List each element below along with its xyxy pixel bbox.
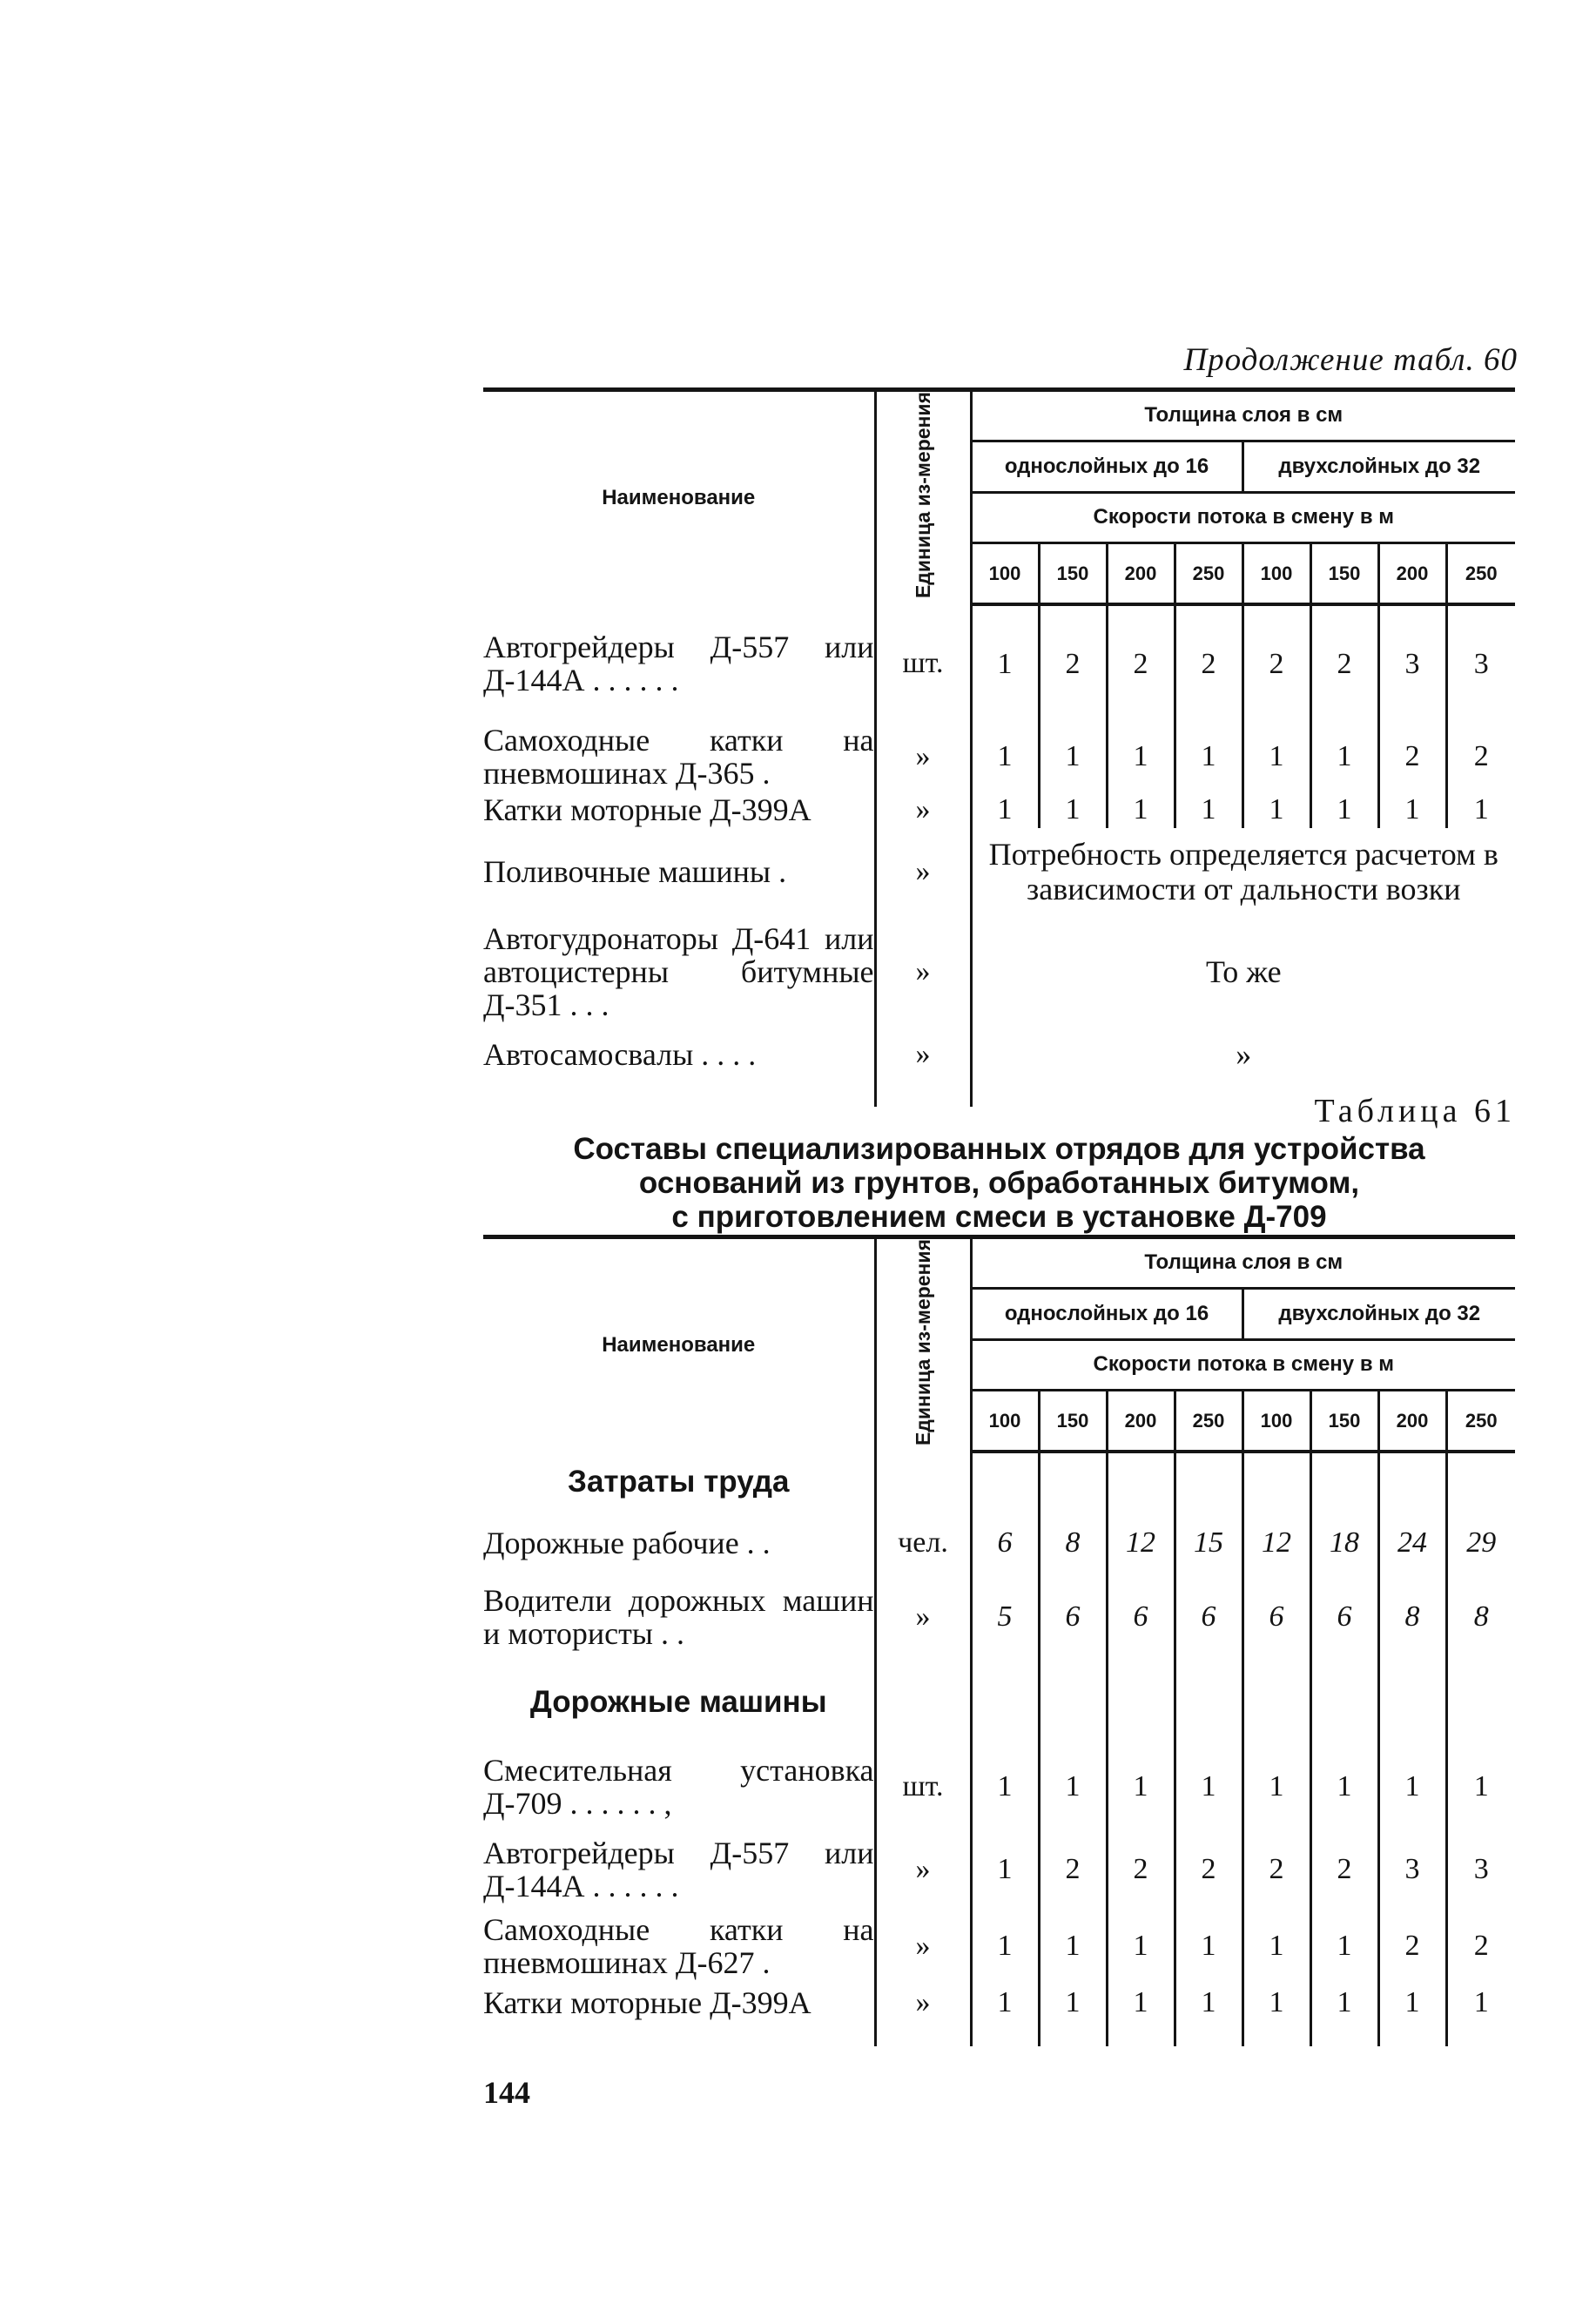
row-value <box>971 1661 1039 1743</box>
header-group-double: двухслойных до 32 <box>1242 441 1515 492</box>
row-value <box>1310 2022 1378 2046</box>
header-speed: 250 <box>1175 543 1242 604</box>
row-value: 1 <box>1107 1909 1175 1983</box>
table-row <box>483 604 1515 722</box>
row-name: Дорожные рабочие . . <box>483 1526 771 1561</box>
header-speed: 200 <box>1107 1391 1175 1452</box>
row-name: Смесительная установка Д-709 . . . . . . , <box>483 1753 874 1822</box>
row-value <box>1446 1452 1515 1513</box>
section-title: Дорожные машины <box>529 1684 827 1719</box>
row-value <box>1446 2022 1515 2046</box>
table-row <box>483 1513 1515 1573</box>
row-value: 8 <box>1378 1573 1446 1661</box>
row-value <box>1175 1661 1242 1743</box>
row-unit: » <box>875 1573 971 1661</box>
row-unit: » <box>875 792 971 828</box>
table61-title <box>483 1132 1515 1234</box>
row-value: 3 <box>1446 604 1515 722</box>
row-value <box>1175 2022 1242 2046</box>
table-row <box>483 1028 1515 1081</box>
header-name: Наименование <box>483 390 875 605</box>
table60-caption: Продолжение табл. 60 <box>1183 342 1518 378</box>
table61-title-line: Составы специализированных отрядов для устройства <box>573 1132 1425 1166</box>
header-speed: 250 <box>1175 1391 1242 1452</box>
row-value: 1 <box>1175 1743 1242 1830</box>
row-value: 1 <box>1107 792 1175 828</box>
row-value: 3 <box>1378 1830 1446 1909</box>
section-row <box>483 1452 1515 1513</box>
row-value: 1 <box>1446 1743 1515 1830</box>
row-unit <box>875 1081 971 1107</box>
row-value: 1 <box>1107 722 1175 792</box>
row-value: 3 <box>1378 604 1446 722</box>
row-value <box>1378 1661 1446 1743</box>
header-speed: 150 <box>1310 1391 1378 1452</box>
row-name: Катки моторные Д-399А <box>483 1984 811 2020</box>
row-value <box>1107 1661 1175 1743</box>
header-unit: Единица из-мерения <box>875 1237 971 1452</box>
row-value: 2 <box>1242 604 1310 722</box>
row-value: 1 <box>997 1770 1013 1803</box>
row-value: 1 <box>1242 1983 1310 2022</box>
row-unit <box>875 1452 971 1513</box>
row-value: 6 <box>1242 1573 1310 1661</box>
table-row <box>483 792 1515 828</box>
row-value: 2 <box>1446 722 1515 792</box>
row-unit <box>875 2022 971 2046</box>
header-speed: 150 <box>1310 543 1378 604</box>
row-value: 2 <box>1310 604 1378 722</box>
row-value: 1 <box>1310 792 1378 828</box>
row-value: 1 <box>1039 1983 1107 2022</box>
row-value: 2 <box>1175 1830 1242 1909</box>
row-value: 2 <box>1039 604 1107 722</box>
table-row-spacer <box>483 2022 1515 2046</box>
row-value: 1 <box>1107 1983 1175 2022</box>
row-value: 5 <box>997 1600 1013 1634</box>
row-value <box>1175 1452 1242 1513</box>
row-value: 2 <box>1378 1909 1446 1983</box>
header-thickness: Толщина слоя в см <box>971 1237 1515 1289</box>
table61-label: Таблица 61 <box>1314 1093 1516 1129</box>
row-name: Автосамосвалы . . . . <box>483 1037 757 1073</box>
row-value: 1 <box>997 647 1013 680</box>
row-name: Самоходные катки на пневмошинах Д-365 . <box>483 723 874 792</box>
header-name: Наименование <box>483 1237 875 1452</box>
header-speeds-title: Скорости потока в смену в м <box>971 492 1515 543</box>
row-value: 1 <box>1310 1983 1378 2022</box>
header-speed: 150 <box>1039 1391 1107 1452</box>
table-row <box>483 828 1515 915</box>
row-value: 2 <box>1039 1830 1107 1909</box>
section-title: Затраты труда <box>568 1465 790 1499</box>
header-speeds-title: Скорости потока в смену в м <box>971 1339 1515 1391</box>
table-60 <box>483 387 1515 1107</box>
row-name: Катки моторные Д-399А <box>483 792 811 828</box>
table61-title-line: с приготовлением смеси в установке Д-709 <box>671 1200 1327 1234</box>
row-value: 6 <box>1039 1573 1107 1661</box>
row-value: 8 <box>1039 1513 1107 1573</box>
row-value <box>1378 1452 1446 1513</box>
table-row <box>483 915 1515 1028</box>
row-unit: » <box>875 722 971 792</box>
table-row <box>483 1983 1515 2022</box>
row-name: Самоходные катки на пневмошинах Д-627 . <box>483 1911 874 1980</box>
row-value: 1 <box>1378 1983 1446 2022</box>
row-value: 1 <box>1175 722 1242 792</box>
row-unit: » <box>875 1909 971 1983</box>
row-name: Автогудронаторы Д-641 или автоцистерны битумные Д-351 . . . <box>483 921 874 1023</box>
row-value: 1 <box>1242 1743 1310 1830</box>
header-speed: 200 <box>1378 1391 1446 1452</box>
row-unit: » <box>875 1983 971 2022</box>
table-row <box>483 1743 1515 1830</box>
row-value: 1 <box>1107 1743 1175 1830</box>
row-value: 1 <box>1039 1909 1107 1983</box>
header-speed: 150 <box>1039 543 1107 604</box>
row-value: 12 <box>1242 1513 1310 1573</box>
row-value <box>1039 1452 1107 1513</box>
row-value <box>1107 1452 1175 1513</box>
row-unit: » <box>875 1830 971 1909</box>
header-thickness: Толщина слоя в см <box>971 390 1515 441</box>
row-value: 2 <box>1175 604 1242 722</box>
row-value: 1 <box>1039 722 1107 792</box>
row-unit <box>875 1661 971 1743</box>
row-value: 6 <box>1310 1573 1378 1661</box>
table61-title-line: оснований из грунтов, обработанных битумом, <box>638 1166 1360 1200</box>
row-unit: чел. <box>875 1513 971 1573</box>
row-value <box>971 2022 1039 2046</box>
row-value: 6 <box>1107 1573 1175 1661</box>
row-unit: » <box>875 1028 971 1081</box>
row-value: 1 <box>1310 722 1378 792</box>
row-value: 29 <box>1446 1513 1515 1573</box>
row-value: 1 <box>997 740 1013 773</box>
row-name <box>483 1081 875 1107</box>
row-unit: » <box>875 915 971 1028</box>
row-value <box>1310 1661 1378 1743</box>
row-value: 6 <box>997 1526 1013 1560</box>
row-value: 15 <box>1175 1513 1242 1573</box>
table-row <box>483 1573 1515 1661</box>
row-value: 18 <box>1310 1513 1378 1573</box>
row-value <box>1446 1661 1515 1743</box>
row-value <box>1039 1661 1107 1743</box>
row-name: Водители дорожных машин и мотористы . . <box>483 1583 874 1652</box>
row-span-text: » <box>1236 1037 1252 1073</box>
row-value: 1 <box>1446 792 1515 828</box>
header-speed: 100 <box>1242 543 1310 604</box>
header-speed: 250 <box>1446 543 1515 604</box>
header-group-double: двухслойных до 32 <box>1242 1288 1515 1339</box>
row-name: Поливочные машины . <box>483 854 787 890</box>
row-value: 24 <box>1378 1513 1446 1573</box>
row-value: 3 <box>1446 1830 1515 1909</box>
row-value: 2 <box>1378 722 1446 792</box>
row-unit: » <box>875 828 971 915</box>
table-row <box>483 1830 1515 1909</box>
table-61 <box>483 1235 1515 2046</box>
row-unit: шт. <box>875 604 971 722</box>
row-value: 1 <box>1175 792 1242 828</box>
table-row <box>483 722 1515 792</box>
row-value: 1 <box>1039 792 1107 828</box>
row-value: 1 <box>997 793 1013 826</box>
row-unit: шт. <box>875 1743 971 1830</box>
row-value: 2 <box>1310 1830 1378 1909</box>
section-row <box>483 1661 1515 1743</box>
row-value <box>1242 1452 1310 1513</box>
row-value <box>971 1452 1039 1513</box>
row-span-text: Потребность определяется расчетом в зависимости от дальности возки <box>988 837 1498 907</box>
row-value: 2 <box>1107 1830 1175 1909</box>
row-value <box>1242 1661 1310 1743</box>
row-value: 6 <box>1175 1573 1242 1661</box>
row-value: 12 <box>1107 1513 1175 1573</box>
row-value: 1 <box>1310 1743 1378 1830</box>
row-value <box>1039 2022 1107 2046</box>
row-value: 8 <box>1446 1573 1515 1661</box>
row-value: 1 <box>1242 1909 1310 1983</box>
row-value: 1 <box>1039 1743 1107 1830</box>
page-number: 144 <box>483 2075 530 2110</box>
row-span-text: То же <box>1205 954 1282 990</box>
row-value: 1 <box>1242 792 1310 828</box>
row-value: 1 <box>1175 1983 1242 2022</box>
row-value: 1 <box>997 1853 1013 1886</box>
row-value: 1 <box>1378 792 1446 828</box>
row-value: 2 <box>1107 604 1175 722</box>
row-value <box>1107 2022 1175 2046</box>
row-value: 2 <box>1242 1830 1310 1909</box>
row-value: 1 <box>1446 1983 1515 2022</box>
header-unit: Единица из-мерения <box>875 390 971 605</box>
header-speed: 200 <box>1378 543 1446 604</box>
header-speed: 100 <box>971 543 1039 604</box>
header-speed: 100 <box>1242 1391 1310 1452</box>
row-name: Автогрейдеры Д-557 или Д-144А . . . . . . <box>483 1836 874 1904</box>
row-value: 1 <box>1175 1909 1242 1983</box>
header-speed: 200 <box>1107 543 1175 604</box>
header-speed: 250 <box>1446 1391 1515 1452</box>
row-value: 1 <box>1242 722 1310 792</box>
row-name: Автогрейдеры Д-557 или Д-144А . . . . . . <box>483 629 874 697</box>
row-value: 1 <box>1310 1909 1378 1983</box>
row-value <box>1378 2022 1446 2046</box>
row-name <box>483 2022 875 2046</box>
row-value: 1 <box>1378 1743 1446 1830</box>
header-group-single: однослойных до 16 <box>971 441 1242 492</box>
row-value: 1 <box>997 1929 1013 1962</box>
row-value: 1 <box>997 1985 1013 2018</box>
header-speed: 100 <box>971 1391 1039 1452</box>
table-row <box>483 1909 1515 1983</box>
header-group-single: однослойных до 16 <box>971 1288 1242 1339</box>
row-value: 2 <box>1446 1909 1515 1983</box>
row-value <box>1242 2022 1310 2046</box>
row-value <box>1310 1452 1378 1513</box>
